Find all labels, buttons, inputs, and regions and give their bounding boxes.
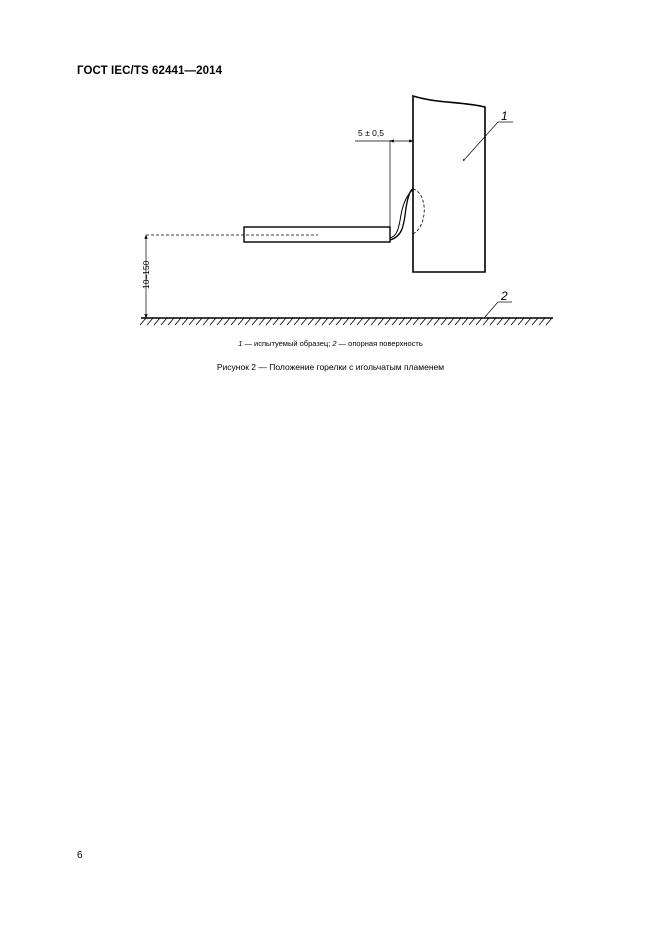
specimen-label: 1 xyxy=(501,109,508,123)
legend-item1-text: — испытуемый образец; xyxy=(242,339,333,348)
height-dimension-label: 10–150 xyxy=(141,260,151,289)
page-number: 6 xyxy=(77,850,83,861)
figure-legend xyxy=(0,339,661,348)
document-header: ГОСТ IEC/TS 62441—2014 xyxy=(77,65,223,77)
specimen-leader-line xyxy=(464,122,498,160)
legend-item1-number: 1 xyxy=(238,339,243,348)
burner-tube xyxy=(244,227,390,242)
surface-leader-line xyxy=(484,302,498,318)
surface-label: 2 xyxy=(501,289,508,303)
surface-hatching xyxy=(140,318,552,325)
legend-item2-number: 2 xyxy=(332,339,337,348)
gap-dimension-label: 5 ± 0,5 xyxy=(358,128,384,138)
test-specimen xyxy=(413,96,485,272)
burner-position-figure xyxy=(0,0,661,340)
legend-item2-text: — опорная поверхность xyxy=(336,339,423,348)
figure-caption: Рисунок 2 — Положение горелки с игольчатым пламенем xyxy=(216,362,445,372)
flame-hidden-outline xyxy=(413,189,424,234)
